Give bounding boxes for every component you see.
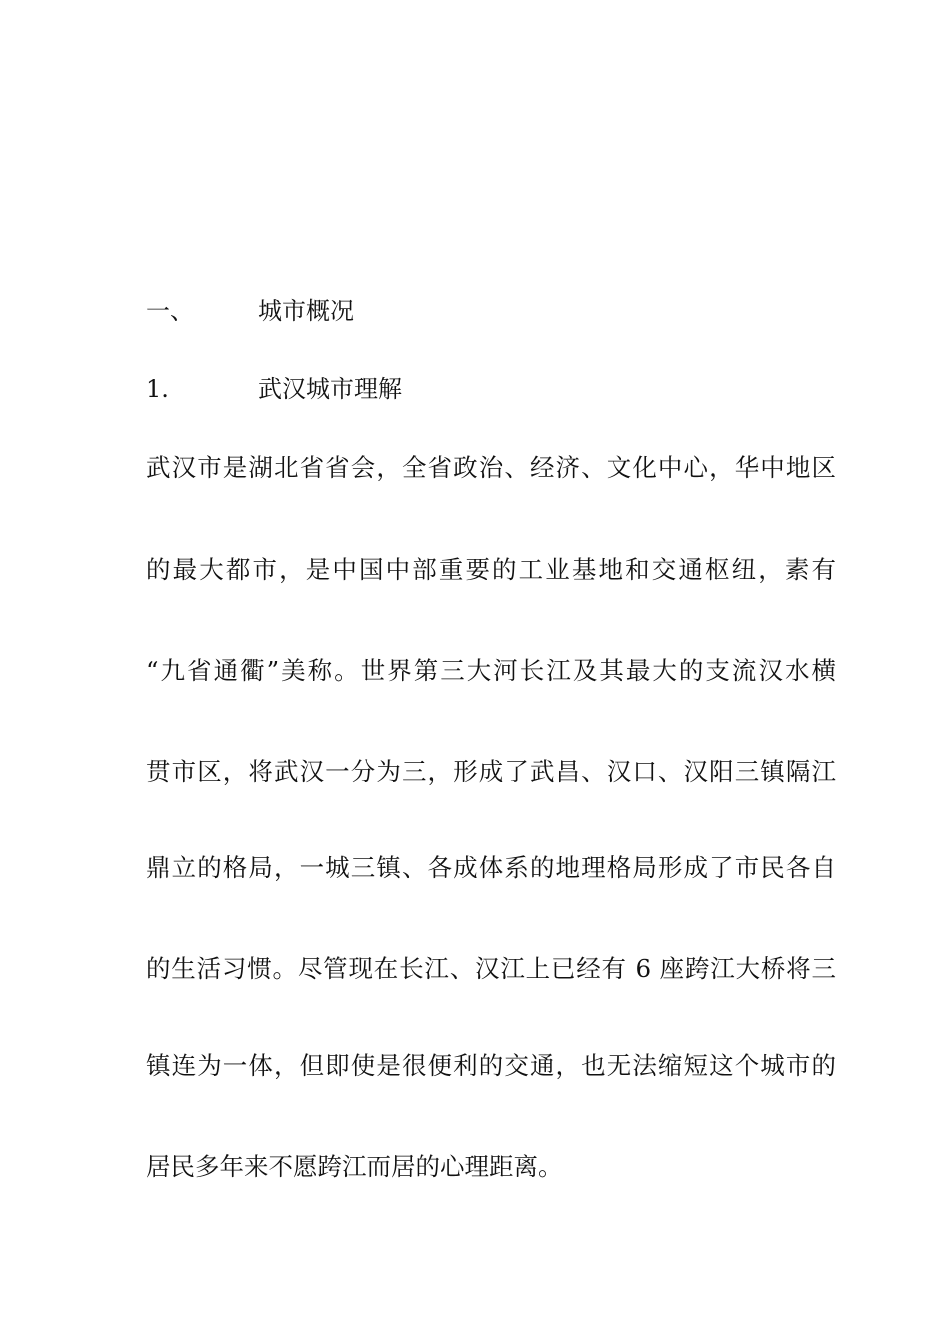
paragraph-line: 武汉市是湖北省省会，全省政治、经济、文化中心，华中地区 bbox=[146, 453, 836, 482]
paragraph-line: 镇连为一体，但即使是很便利的交通，也无法缩短这个城市的 bbox=[146, 1051, 836, 1080]
subsection-title: 武汉城市理解 bbox=[258, 375, 402, 403]
paragraph-line: 的最大都市，是中国中部重要的工业基地和交通枢纽，素有 bbox=[146, 555, 836, 584]
paragraph-line: “九省通衢”美称。世界第三大河长江及其最大的支流汉水横 bbox=[146, 656, 836, 685]
subsection-number: 1. bbox=[146, 375, 169, 403]
paragraph-line: 贯市区，将武汉一分为三，形成了武昌、汉口、汉阳三镇隔江 bbox=[146, 757, 836, 786]
section-number: 一、 bbox=[146, 297, 194, 325]
paragraph-line: 的生活习惯。尽管现在长江、汉江上已经有 6 座跨江大桥将三 bbox=[146, 954, 836, 983]
paragraph-line: 鼎立的格局，一城三镇、各成体系的地理格局形成了市民各自 bbox=[146, 853, 836, 882]
paragraph-line: 居民多年来不愿跨江而居的心理距离。 bbox=[146, 1152, 563, 1181]
section-title: 城市概况 bbox=[258, 297, 354, 325]
